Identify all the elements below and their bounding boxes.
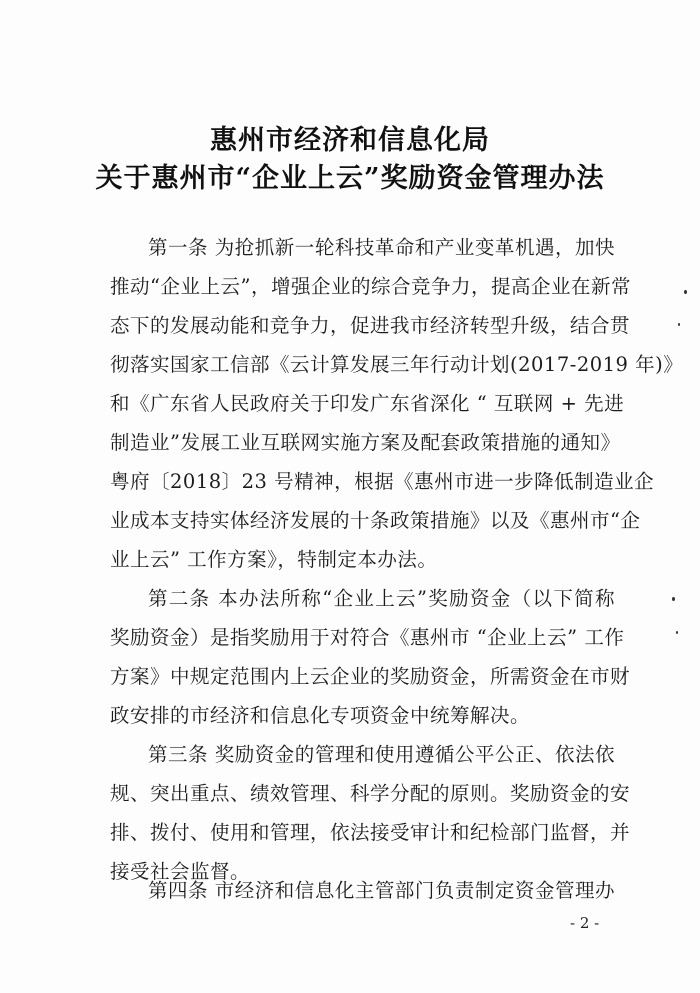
text-line: 业成本支持实体经济发展的十条政策措施》以及《惠州市“企 bbox=[110, 509, 641, 532]
scan-speck bbox=[672, 597, 675, 601]
scan-speck bbox=[678, 323, 680, 326]
text-line: 接受社会监督。 bbox=[110, 860, 251, 883]
scan-speck bbox=[676, 631, 678, 634]
document-title-line-1: 惠州市经济和信息化局 bbox=[210, 125, 490, 156]
text-line: 奖励资金）是指奖励用于对符合《惠州市 “企业上云” 工作 bbox=[110, 626, 625, 649]
text-line: 第二条 本办法所称“企业上云”奖励资金（以下简称 bbox=[148, 587, 615, 610]
text-line: 第一条 为抢抓新一轮科技革命和产业变革机遇，加快 bbox=[148, 236, 615, 259]
page-number: - 2 - bbox=[570, 914, 600, 932]
text-line: 态下的发展动能和竞争力，促进我市经济转型升级，结合贯 bbox=[110, 314, 631, 337]
text-line: 方案》中规定范围内上云企业的奖励资金，所需资金在市财 bbox=[110, 665, 631, 688]
scan-speck bbox=[684, 290, 687, 294]
document-title-line-2: 关于惠州市“企业上云”奖励资金管理办法 bbox=[95, 163, 605, 194]
text-line: 排、拨付、使用和管理，依法接受审计和纪检部门监督，并 bbox=[110, 821, 631, 844]
text-line: 推动“企业上云”，增强企业的综合竞争力，提高企业在新常 bbox=[110, 275, 631, 298]
text-line: 制造业”发展工业互联网实施方案及配套政策措施的通知》 bbox=[110, 431, 621, 454]
text-line: 业上云” 工作方案》，特制定本办法。 bbox=[110, 548, 438, 571]
text-line: 粤府〔2018〕23 号精神，根据《惠州市进一步降低制造业企 bbox=[110, 470, 655, 493]
text-line: 规、突出重点、绩效管理、科学分配的原则。奖励资金的安 bbox=[110, 782, 631, 805]
text-line: 第四条 市经济和信息化主管部门负责制定资金管理办 bbox=[148, 879, 615, 902]
text-line: 第三条 奖励资金的管理和使用遵循公平公正、依法依 bbox=[148, 743, 615, 766]
text-line: 和《广东省人民政府关于印发广东省深化 “ 互联网 + 先进 bbox=[110, 392, 625, 415]
text-line: 政安排的市经济和信息化专项资金中统筹解决。 bbox=[110, 704, 531, 727]
text-line: 彻落实国家工信部《云计算发展三年行动计划(2017-2019 年)》 bbox=[110, 353, 684, 376]
